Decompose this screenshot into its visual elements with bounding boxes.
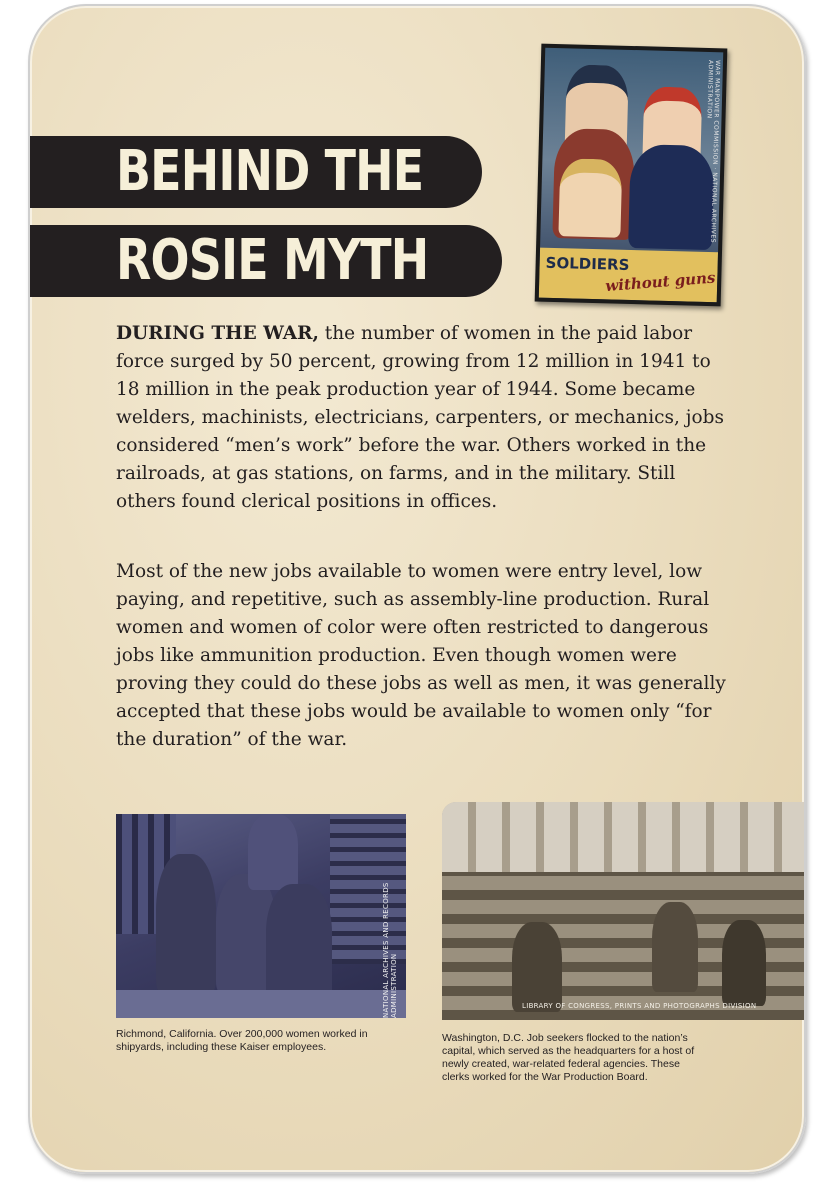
title-bar-line2	[30, 225, 502, 297]
poster-word-without-guns: without guns	[604, 268, 717, 296]
exhibit-panel	[28, 4, 806, 1174]
paragraph-1	[116, 320, 736, 516]
poster-figure-front	[558, 158, 622, 238]
worker-3	[248, 814, 298, 890]
worker-4	[266, 884, 332, 1004]
photo2-caption: Washington, D.C. Job seekers flocked to the nation’s capital, which served as the headquarters for a host of newly created, war-related federal agencies. These clerks worked for the War Production Board.	[442, 1032, 695, 1083]
poster-word-soldiers: SOLDIERS	[545, 253, 630, 274]
worker-1	[156, 854, 216, 994]
photo1-credit: NATIONAL ARCHIVES AND RECORDS ADMINISTRATION	[382, 882, 398, 1018]
paragraph-2-text: Most of the new jobs available to women were entry level, low paying, and repetitive, such as assembly-line production. Rural women and women of color were often restricted to dangerous jobs like ammunition production. Even though women were proving they could do these jobs as well as men, it was generally accepted that these jobs would be available to women only “for the duration” of the war.	[116, 561, 726, 750]
photo2-credit: LIBRARY OF CONGRESS, PRINTS AND PHOTOGRAPHS DIVISION	[522, 1002, 757, 1010]
poster-banner	[539, 248, 718, 303]
soldiers-without-guns-poster	[535, 44, 728, 307]
clerk-2	[652, 902, 698, 992]
title-line2: ROSIE MYTH	[116, 228, 429, 293]
clerk-1	[512, 922, 562, 1012]
paragraph-1-text: the number of women in the paid labor force surged by 50 percent, growing from 12 million in 1941 to 18 million in the peak production year of 1944. Some became welders, machinists, electricians, carpenters, or mechanics, jobs considered “men’s work” before the war. Others worked in the railroads, at gas stations, on farms, and in the military. Still others found clerical positions in offices.	[116, 323, 724, 512]
title-bar-line1	[30, 136, 482, 208]
photo1-caption: Richmond, California. Over 200,000 women worked in shipyards, including these Kaiser employees.	[116, 1028, 368, 1053]
paragraph-1-lead: DURING THE WAR,	[116, 323, 319, 344]
paragraph-2	[116, 558, 736, 754]
clerk-3	[722, 920, 766, 1006]
title-line1: BEHIND THE	[116, 139, 424, 204]
shipyard-photo	[116, 814, 406, 1018]
war-production-board-photo	[442, 802, 804, 1020]
poster-side-text: WAR MANPOWER COMMISSION · NATIONAL ARCHIVES ADMINISTRATION	[705, 59, 722, 244]
